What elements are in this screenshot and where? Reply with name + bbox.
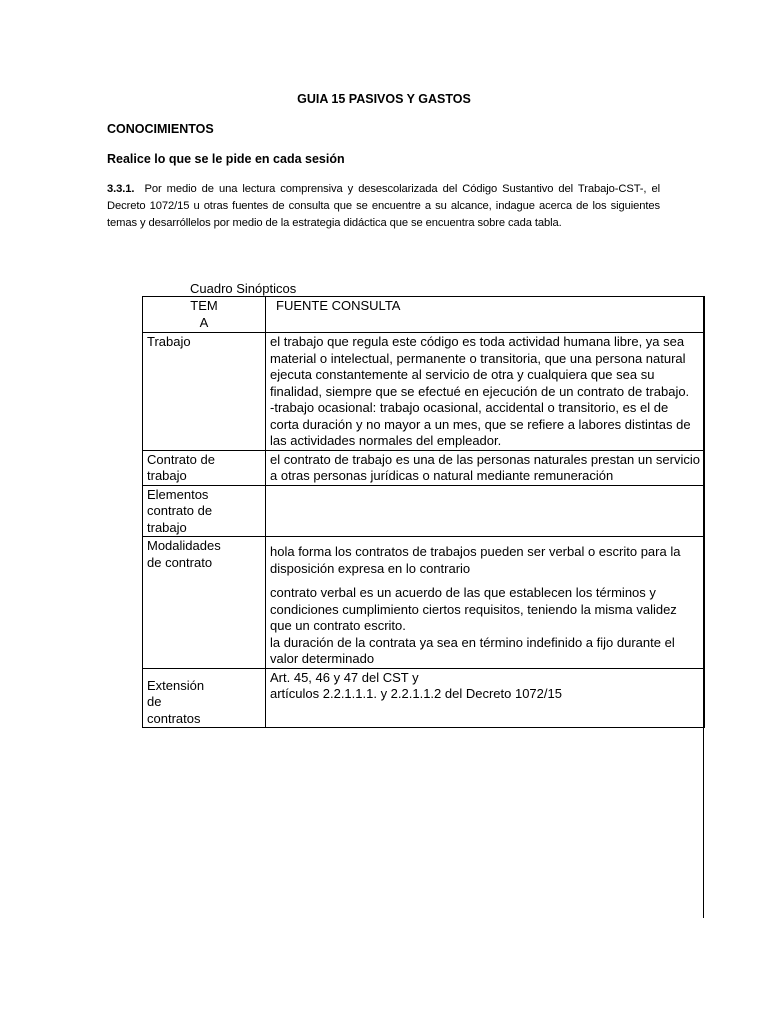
tema-label: Contrato de: [147, 451, 215, 467]
fuente-cell: [266, 668, 705, 728]
table-row: [143, 668, 705, 728]
synoptic-table: [142, 296, 705, 728]
tema-label: contratos: [147, 710, 201, 726]
tema-label: de: [147, 694, 162, 709]
tema-cell: [143, 333, 266, 451]
document-title: GUIA 15 PASIVOS Y GASTOS: [297, 92, 471, 106]
tema-label: contrato de: [147, 503, 213, 518]
tema-label: Modalidades: [147, 538, 221, 553]
section-heading: CONOCIMIENTOS: [107, 122, 214, 136]
fuente-text: la duración de la contrata ya sea en término indefinido a fijo durante el valor determinado: [270, 634, 675, 666]
tema-label: Extensión: [147, 677, 205, 693]
activity-paragraph: [107, 181, 660, 232]
paragraph-number: 3.3.1.: [107, 183, 135, 195]
table-row: [143, 485, 705, 537]
tema-cell: [143, 485, 266, 537]
tema-label: trabajo: [147, 468, 187, 483]
fuente-text: el contrato de trabajo es una de las personas naturales prestan un servicio a otras personas jurídicas o natural mediante remuneración: [270, 451, 700, 483]
table-row: [143, 537, 705, 669]
table-caption: Cuadro Sinópticos: [190, 281, 297, 296]
tema-label: de contrato: [147, 554, 213, 570]
header-tema-line: A: [199, 314, 209, 330]
fuente-text: Art. 45, 46 y 47 del CST y: [270, 669, 419, 685]
fuente-text: contrato verbal es un acuerdo de las que establecen los términos y condiciones cumplimiento ciertos requisitos, teniendo la misma validez que un contrato escrito.: [270, 585, 677, 633]
tema-label: trabajo: [147, 519, 187, 535]
fuente-text: -trabajo ocasional: trabajo ocasional, accidental o transitorio, es el de corta duración y no mayor a un mes, que se refiere a labores distintas de las actividades normales del empleador.: [270, 400, 691, 448]
table-row: [143, 333, 705, 451]
instruction-text: Realice lo que se le pide en cada sesión: [107, 152, 345, 166]
tema-label: Elementos: [147, 486, 209, 502]
tema-cell: [143, 450, 266, 485]
fuente-cell: [266, 485, 705, 537]
table-header-row: [143, 297, 705, 333]
header-tema: [143, 297, 266, 333]
header-fuente: FUENTE CONSULTA: [266, 297, 705, 333]
table-row: [143, 450, 705, 485]
fuente-text: hola forma los contratos de trabajos pueden ser verbal o escrito para la disposición expresa en lo contrario: [270, 544, 681, 576]
tema-label: Trabajo: [147, 334, 191, 349]
right-border-line: [703, 296, 704, 918]
fuente-cell: [266, 333, 705, 451]
fuente-text: el trabajo que regula este código es toda actividad humana libre, ya sea material o intelectual, permanente o transitoria, que una persona natural ejecuta constantemente al servicio de otra y cualquiera que sea su finalidad, siempre que se efectué en ejecución de un contrato de trabajo.: [270, 334, 690, 399]
header-tema-line: TEM: [190, 298, 218, 313]
tema-cell: [143, 537, 266, 669]
tema-cell: [143, 668, 266, 728]
fuente-cell: [266, 450, 705, 485]
fuente-cell: [266, 537, 705, 669]
fuente-text: artículos 2.2.1.1.1. y 2.2.1.1.2 del Decreto 1072/15: [270, 686, 562, 701]
paragraph-body: Por medio de una lectura comprensiva y desescolarizada del Código Sustantivo del Trabajo-CST-, el Decreto 1072/15 u otras fuentes de consulta que se encuentre a su alcance, indague acerca de los siguientes temas y desarróllelos por medio de la estrategia didáctica que se encuentra sobre cada tabla.: [107, 183, 660, 229]
